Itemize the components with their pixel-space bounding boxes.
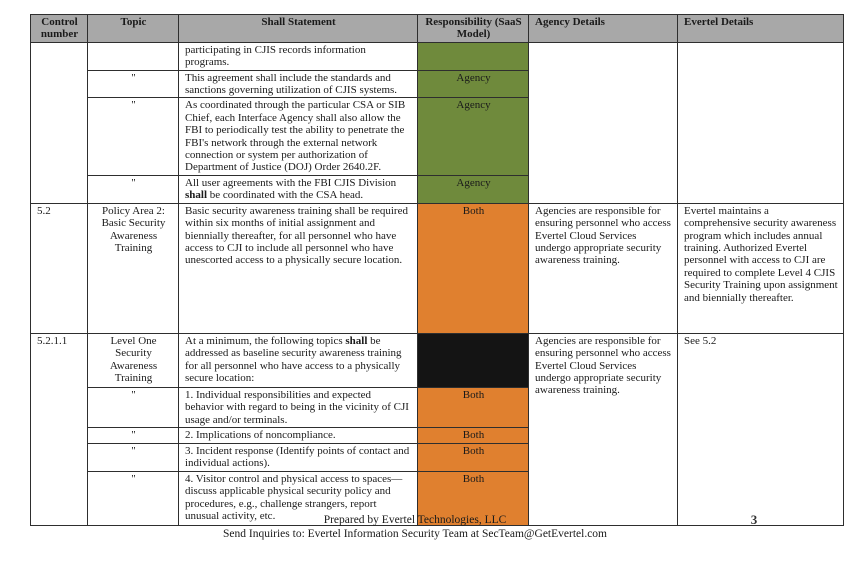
responsibility-cell: Both — [418, 443, 529, 471]
topic-cell: " — [88, 175, 179, 203]
responsibility-cell — [418, 42, 529, 70]
agency-details-cell: Agencies are responsible for ensuring personnel who access Evertel Cloud Services undergo appropriate security awareness training. — [529, 203, 678, 333]
topic-cell: " — [88, 427, 179, 443]
footer-prepared-by: Prepared by Evertel Technologies, LLC — [323, 514, 507, 526]
shall-cell: 2. Implications of noncompliance. — [179, 427, 418, 443]
shall-cell: 4. Visitor control and physical access to spaces—discuss applicable physical security policy and procedures, e.g., challenge strangers, report unusual activity, etc. — [179, 471, 418, 525]
responsibility-cell: Agency — [418, 98, 529, 175]
topic-cell — [88, 42, 179, 70]
evertel-details-cell — [678, 42, 844, 203]
topic-cell: " — [88, 387, 179, 427]
control-cell — [31, 42, 88, 203]
control-cell: 5.2.1.1 — [31, 333, 88, 525]
shall-bold-text: shall — [185, 189, 208, 202]
shall-cell: 1. Individual responsibilities and expected behavior with regard to being in the vicinity of CJI usage and/or terminals. — [179, 387, 418, 427]
shall-text: be addressed as baseline security awareness training for all personnel who have access to a physically secure location: — [185, 334, 402, 384]
compliance-matrix-table — [30, 14, 844, 526]
shall-text: be coordinated with the CSA head. — [207, 189, 364, 202]
col-header-shall-statement: Shall Statement — [179, 15, 418, 43]
responsibility-cell: Both — [418, 427, 529, 443]
topic-cell: " — [88, 70, 179, 98]
shall-cell: participating in CJIS records information programs. — [179, 42, 418, 70]
evertel-details-cell: Evertel maintains a comprehensive security awareness program which includes annual training. Authorized Evertel personnel with access to CJI are required to complete Level 4 CJIS Security Training upon assignment and biennially thereafter. — [678, 203, 844, 333]
table-row — [31, 42, 844, 70]
topic-cell: Policy Area 2: Basic Security Awareness Training — [88, 203, 179, 333]
shall-text: At a minimum, the following topics — [185, 334, 346, 347]
table-header-row — [31, 15, 844, 43]
col-header-topic: Topic — [88, 15, 179, 43]
table-row — [31, 333, 844, 387]
col-header-control-number: Control number — [31, 15, 88, 43]
page-number: 3 — [750, 512, 758, 527]
col-header-evertel-details: Evertel Details — [678, 15, 844, 43]
page-footer — [0, 513, 830, 541]
responsibility-cell: Both — [418, 387, 529, 427]
shall-cell: As coordinated through the particular CSA or SIB Chief, each Interface Agency shall also allow the FBI to periodically test the ability to penetrate the FBI's network through the external network connection or system per authorization of Department of Justice (DOJ) Order 2640.2F. — [179, 98, 418, 175]
topic-cell: Level One Security Awareness Training — [88, 333, 179, 387]
footer-inquiries: Send Inquiries to: Evertel Information Security Team at SecTeam@GetEvertel.com — [223, 528, 607, 540]
col-header-agency-details: Agency Details — [529, 15, 678, 43]
agency-details-cell — [529, 42, 678, 203]
shall-text: All user agreements with the FBI CJIS Division — [185, 176, 397, 189]
responsibility-cell: Agency — [418, 70, 529, 98]
shall-cell: This agreement shall include the standards and sanctions governing utilization of CJIS systems. — [179, 70, 418, 98]
agency-details-cell: Agencies are responsible for ensuring personnel who access Evertel Cloud Services undergo appropriate security awareness training. — [529, 333, 678, 525]
col-header-responsibility: Responsibility (SaaS Model) — [418, 15, 529, 43]
responsibility-cell: Agency — [418, 175, 529, 203]
control-cell: 5.2 — [31, 203, 88, 333]
responsibility-cell: Both — [418, 471, 529, 525]
shall-cell: 3. Incident response (Identify points of contact and individual actions). — [179, 443, 418, 471]
topic-cell: " — [88, 98, 179, 175]
table-row — [31, 203, 844, 333]
shall-bold-text: shall — [345, 334, 368, 347]
shall-cell — [179, 175, 418, 203]
responsibility-cell: Both — [418, 203, 529, 333]
shall-cell: Basic security awareness training shall be required within six months of initial assignment and biennially thereafter, for all personnel who have access to CJI to include all personnel who have unescorted access to a physically secure location. — [179, 203, 418, 333]
shall-cell — [179, 333, 418, 387]
topic-cell: " — [88, 443, 179, 471]
evertel-details-cell: See 5.2 — [678, 333, 844, 525]
topic-cell: " — [88, 471, 179, 525]
responsibility-cell — [418, 333, 529, 387]
